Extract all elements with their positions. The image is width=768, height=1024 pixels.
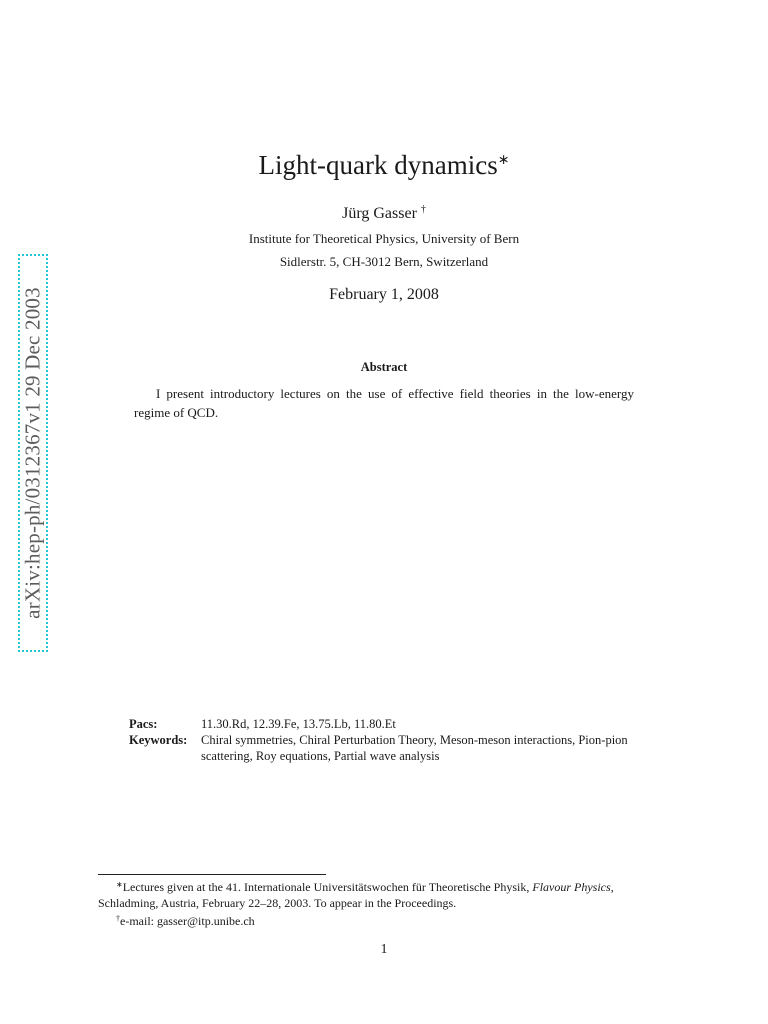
author-footnote-mark: † [420, 204, 426, 215]
paper-date: February 1, 2008 [329, 286, 439, 303]
title-footnote-mark: ∗ [497, 153, 510, 168]
footnote-star-line2: Schladming, Austria, February 22–28, 2003. To appear in the Proceedings. [98, 896, 457, 910]
footnote-dagger [98, 911, 670, 929]
abstract-heading: Abstract [360, 360, 408, 374]
author [0, 204, 768, 223]
footnote-star-text-b: , [610, 880, 614, 894]
author-name: Jürg Gasser [342, 205, 417, 222]
abstract-text: I present introductory lectures on the use of effective field theories in the low-energy regime of QCD. [134, 386, 634, 420]
classification-block [129, 716, 631, 764]
title-text: Light-quark dynamics [258, 150, 498, 180]
keywords-row [129, 732, 631, 764]
footnote-star-italic: Flavour Physics [532, 880, 611, 894]
paper-title [0, 150, 768, 181]
keywords-value: Chiral symmetries, Chiral Perturbation Theory, Meson-meson interactions, Pion-pion scattering, Roy equations, Partial wave analysis [201, 733, 628, 763]
affiliation-line-2: Sidlerstr. 5, CH-3012 Bern, Switzerland [279, 254, 489, 269]
pacs-row [129, 716, 631, 732]
page-number: 1 [380, 942, 388, 957]
footnote-star [98, 877, 670, 895]
pacs-label: Pacs: [129, 717, 158, 731]
pacs-value: 11.30.Rd, 12.39.Fe, 13.75.Lb, 11.80.Et [201, 717, 396, 731]
affiliation-line-1: Institute for Theoretical Physics, University of Bern [248, 231, 520, 246]
footnotes [98, 877, 670, 929]
arxiv-stamp [18, 254, 48, 652]
footnote-star-mark: ∗ [116, 880, 123, 889]
footnote-dagger-mark: † [116, 914, 120, 923]
footnote-star-text-a: Lectures given at the 41. Internationale Universitätswochen für Theoretische Physik, [122, 880, 533, 894]
arxiv-identifier: arXiv:hep-ph/0312367v1 29 Dec 2003 [20, 287, 45, 619]
footnote-dagger-text: e-mail: gasser@itp.unibe.ch [120, 914, 255, 928]
keywords-label: Keywords: [129, 733, 188, 747]
footnote-rule [98, 874, 326, 875]
